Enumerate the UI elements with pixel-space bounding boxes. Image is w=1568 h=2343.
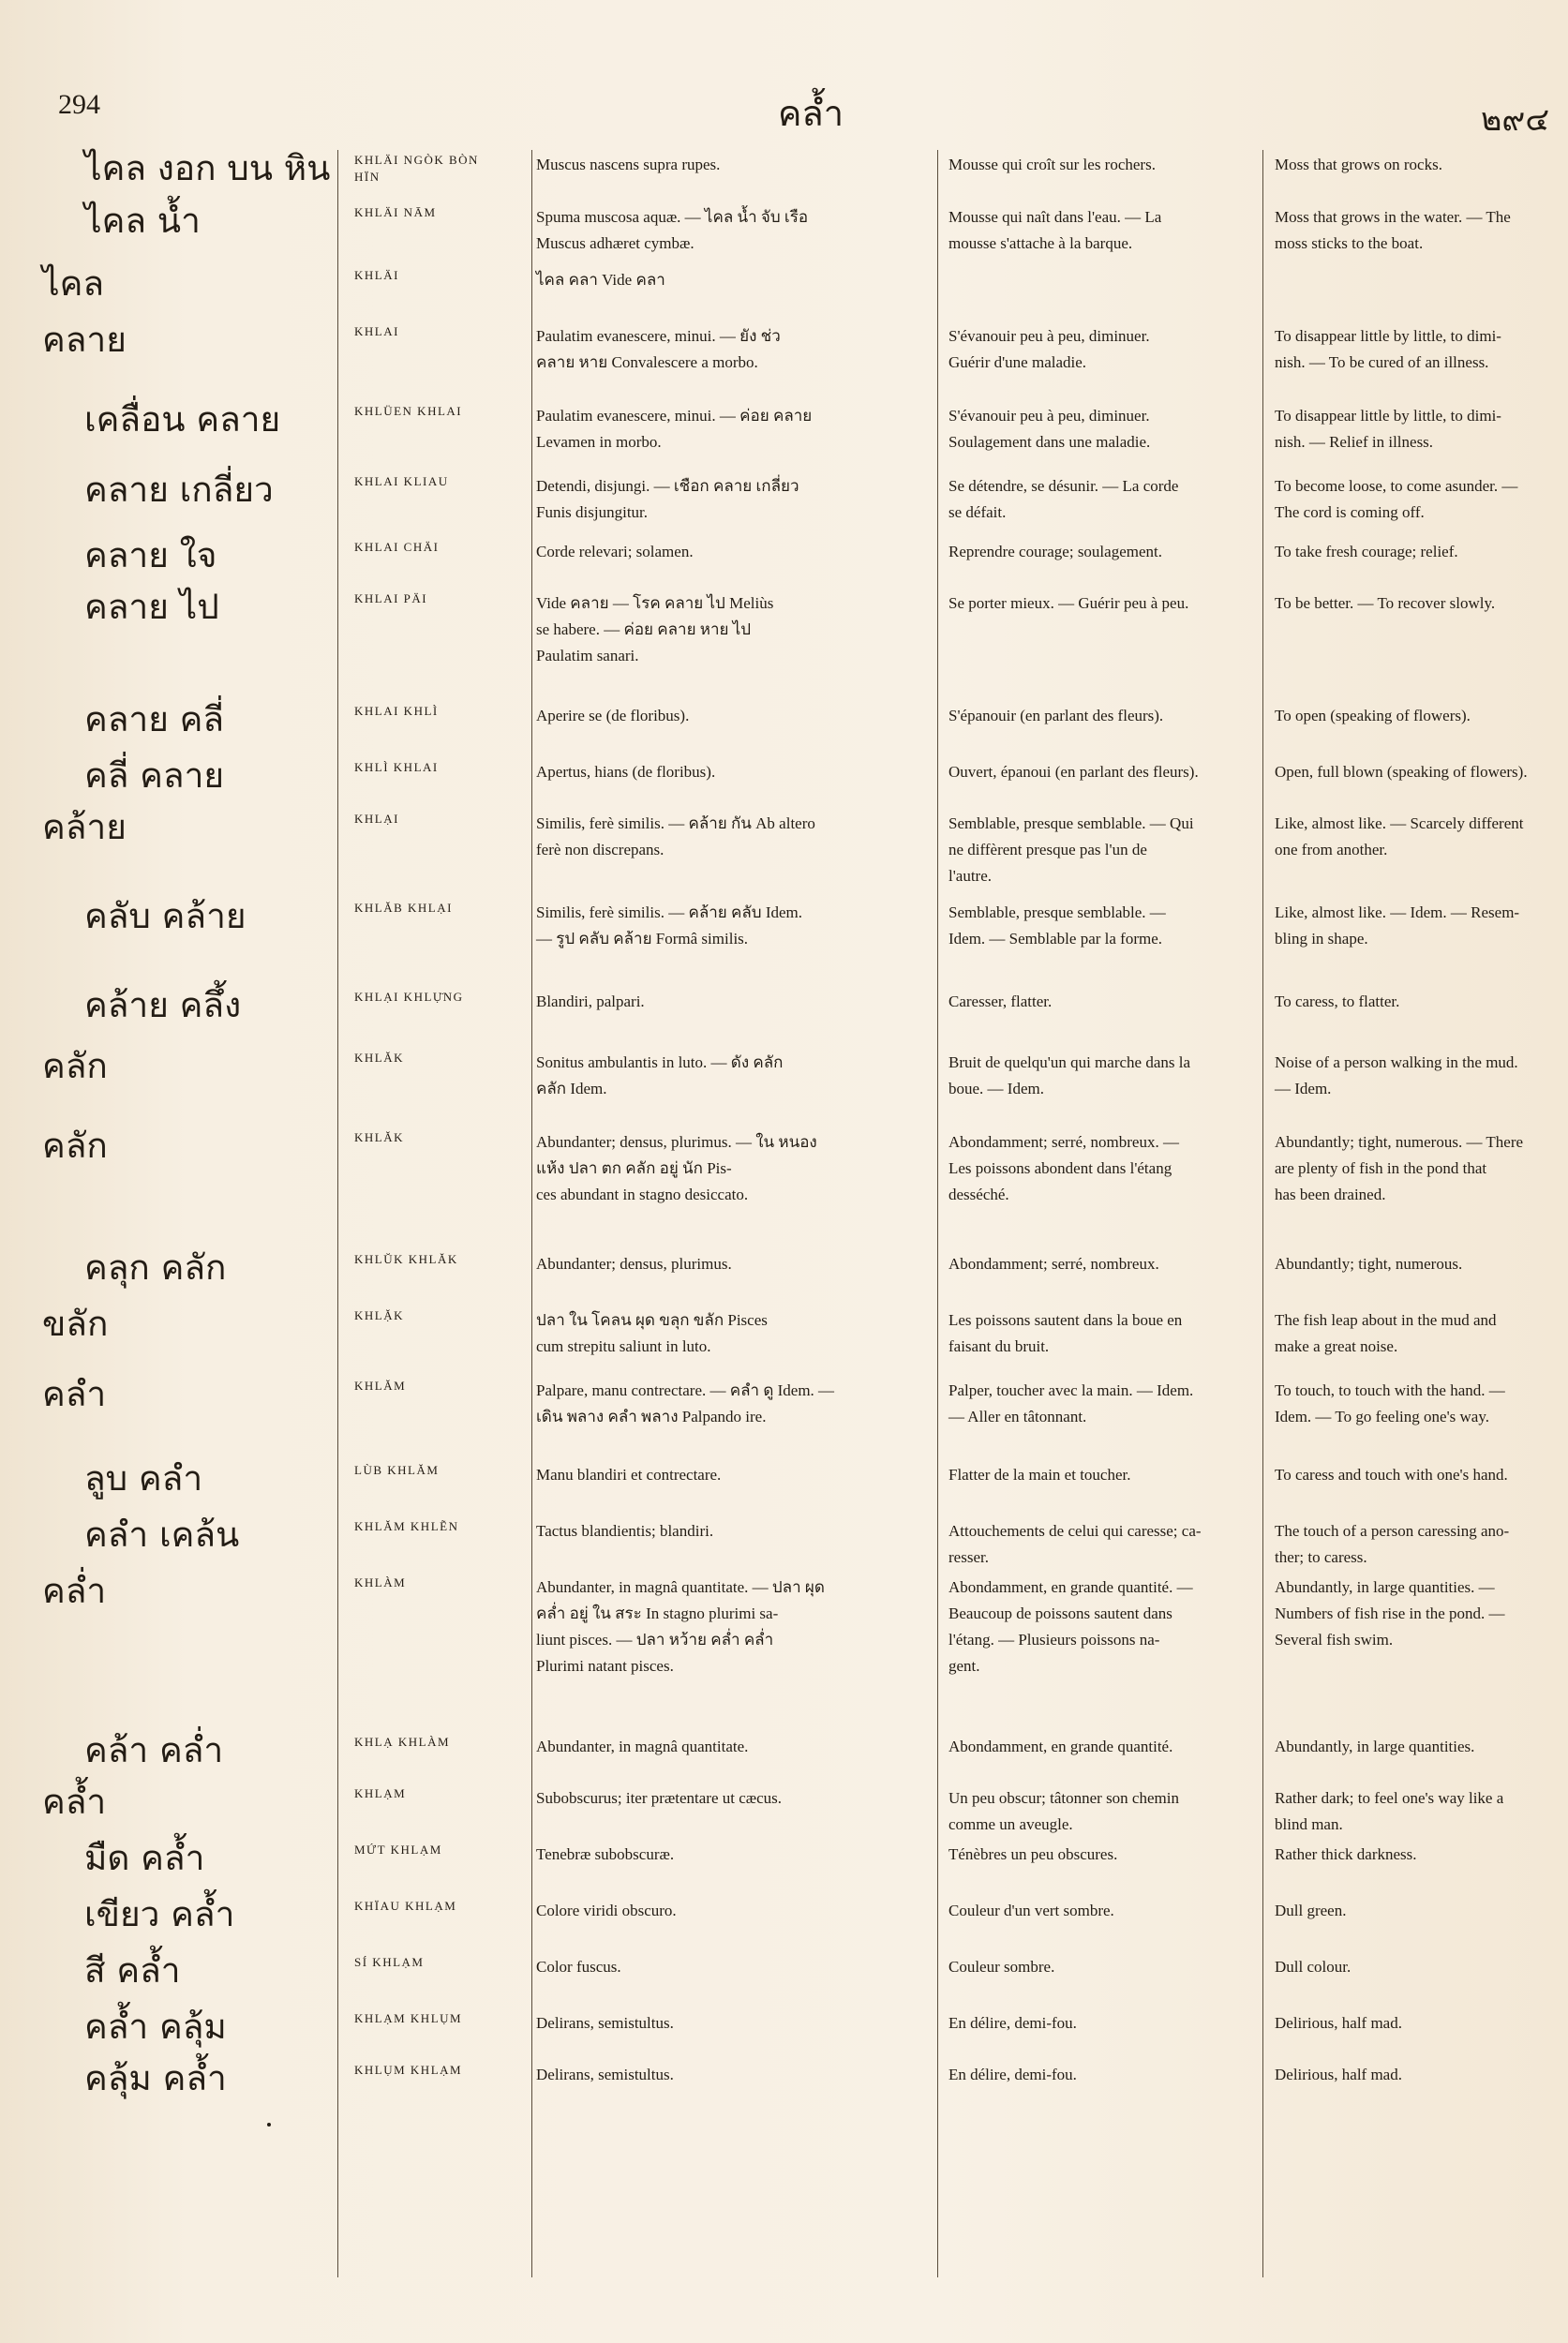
romanization: LÙB KHLĂM — [354, 1463, 440, 1477]
thai-headword: คล้ำ — [42, 1782, 107, 1822]
english-definition: The fish leap about in the mud and make a great noise. — [1275, 1311, 1497, 1355]
thai-headword: คลุ้ม คล้ำ — [84, 2058, 227, 2098]
thai-headword: คลำ — [42, 1374, 107, 1414]
french-definition: Palper, toucher avec la main. — Idem. — Aller en tâtonnant. — [948, 1381, 1194, 1425]
thai-headword: ลูบ คลำ — [84, 1458, 203, 1499]
english-definition: Abundantly; tight, numerous. — [1275, 1255, 1463, 1273]
french-definition: S'épanouir (en parlant des fleurs). — [948, 707, 1164, 724]
english-definition: Open, full blown (speaking of flowers). — [1275, 763, 1528, 781]
latin-definition: Similis, ferè similis. — คล้าย คลับ Idem. — รูป คลับ คล้าย Formâ similis. — [536, 903, 803, 948]
latin-definition: Delirans, semistultus. — [536, 2014, 674, 2032]
english-definition: Dull colour. — [1275, 1958, 1351, 1976]
french-definition: Un peu obscur; tâtonner son chemin comme un aveugle. — [948, 1789, 1179, 1833]
english-definition: Rather thick darkness. — [1275, 1845, 1417, 1863]
thai-page-number: ๒๙๔ — [1481, 101, 1550, 139]
romanization: KHLỤM KHLẠM — [354, 2063, 463, 2077]
latin-definition: Abundanter, in magnâ quantitate. — ปลา ผุด คล่ำ อยู่ ใน สระ In stagno plurimi sa- liunt pisces. — ปลา หว้าย คล่ำ คล่ำ Plurimi natant pisces. — [536, 1578, 825, 1675]
thai-headword: ไคล น้ำ — [84, 201, 201, 241]
column-divider — [531, 150, 532, 2277]
romanization: KHLAI PÄI — [354, 591, 428, 605]
thai-headword: คลัก — [42, 1126, 108, 1166]
thai-headword: คล้ำ คลุ้ม — [84, 2007, 227, 2047]
latin-definition: Abundanter, in magnâ quantitate. — [536, 1738, 749, 1755]
romanization: MỨT KHLẠM — [354, 1843, 442, 1857]
latin-definition: Vide คลาย — โรค คลาย ไป Meliùs se habere. — ค่อย คลาย หาย ไป Paulatim sanari. — [536, 594, 774, 664]
latin-definition: Sonitus ambulantis in luto. — ดัง คลัก คลัก Idem. — [536, 1053, 784, 1097]
english-definition: Moss that grows in the water. — The moss sticks to the boat. — [1275, 208, 1511, 252]
romanization: KHLAI — [354, 324, 399, 338]
latin-definition: Delirans, semistultus. — [536, 2066, 674, 2083]
thai-headword: คลาย — [42, 320, 127, 360]
french-definition: Semblable, presque semblable. — Idem. — Semblable par la forme. — [948, 903, 1166, 948]
thai-headword: เขียว คล้ำ — [84, 1894, 235, 1934]
french-definition: Abondamment; serré, nombreux. — [948, 1255, 1159, 1273]
romanization: KHLÄI NĀM — [354, 205, 437, 219]
english-definition: To touch, to touch with the hand. — Idem. — To go feeling one's way. — [1275, 1381, 1505, 1425]
english-definition: To be better. — To recover slowly. — [1275, 594, 1496, 612]
english-definition: Abundantly; tight, numerous. — There are plenty of fish in the pond that has been drained. — [1275, 1133, 1524, 1203]
latin-definition: Tenebræ subobscuræ. — [536, 1845, 675, 1863]
ink-dot — [267, 2123, 271, 2127]
french-definition: Abondamment; serré, nombreux. — Les poissons abondent dans l'étang desséché. — [948, 1133, 1179, 1203]
thai-headword: คลาย เกลี่ยว — [84, 470, 274, 510]
french-definition: Ténèbres un peu obscures. — [948, 1845, 1118, 1863]
english-definition: Abundantly, in large quantities. — [1275, 1738, 1475, 1755]
french-definition: Les poissons sautent dans la boue en faisant du bruit. — [948, 1311, 1183, 1355]
column-divider — [1262, 150, 1263, 2277]
english-definition: To take fresh courage; relief. — [1275, 543, 1458, 560]
latin-definition: Apertus, hians (de floribus). — [536, 763, 716, 781]
thai-headword: คลาย ไป — [84, 587, 219, 627]
english-definition: The touch of a person caressing ano- ther; to caress. — [1275, 1522, 1510, 1566]
french-definition: Couleur sombre. — [948, 1958, 1055, 1976]
latin-definition: ไคล คลา Vide คลา — [536, 271, 665, 289]
romanization: SÍ KHLẠM — [354, 1955, 425, 1969]
romanization: KHLẠM — [354, 1786, 407, 1800]
thai-headword: คลับ คล้าย — [84, 896, 246, 936]
english-definition: To open (speaking of flowers). — [1275, 707, 1471, 724]
french-definition: Ouvert, épanoui (en parlant des fleurs). — [948, 763, 1199, 781]
romanization: KHLĂB KHLẠI — [354, 901, 453, 915]
romanization: KHLẠ KHLÀM — [354, 1735, 451, 1749]
english-definition: Delirious, half mad. — [1275, 2066, 1402, 2083]
english-definition: To disappear little by little, to dimi- nish. — Relief in illness. — [1275, 407, 1501, 451]
english-definition: To caress, to flatter. — [1275, 992, 1400, 1010]
romanization: KHLĂM KHLẼN — [354, 1519, 459, 1533]
column-divider — [337, 150, 338, 2277]
latin-definition: Manu blandiri et contrectare. — [536, 1466, 722, 1484]
english-definition: Dull green. — [1275, 1902, 1347, 1919]
thai-headword: ขลัก — [42, 1304, 109, 1344]
french-definition: Abondamment, en grande quantité. — [948, 1738, 1173, 1755]
romanization: KHLẠM KHLỤM — [354, 2011, 463, 2025]
english-definition: Like, almost like. — Idem. — Resem- bling in shape. — [1275, 903, 1520, 948]
romanization: KHLAI KLIAU — [354, 474, 449, 488]
romanization: KHLĂK — [354, 1051, 404, 1065]
latin-definition: ปลา ใน โคลน ผุด ขลุก ขลัก Pisces cum strepitu saliunt in luto. — [536, 1311, 768, 1355]
thai-headword: สี คล้ำ — [84, 1950, 181, 1991]
page-number: 294 — [58, 89, 100, 120]
thai-headword: ไคล — [42, 263, 105, 304]
latin-definition: Corde relevari; solamen. — [536, 543, 694, 560]
french-definition: S'évanouir peu à peu, diminuer. Guérir d'une maladie. — [948, 327, 1150, 371]
thai-headword: คลัก — [42, 1046, 108, 1086]
english-definition: Noise of a person walking in the mud. — Idem. — [1275, 1053, 1518, 1097]
french-definition: S'évanouir peu à peu, diminuer. Soulagement dans une maladie. — [948, 407, 1151, 451]
latin-definition: Abundanter; densus, plurimus. — ใน หนอง แห้ง ปลา ตก คลัก อยู่ นัก Pis- ces abundant in stagno desiccato. — [536, 1133, 817, 1203]
romanization: KHLÄI NGÒK BÒN HÏN — [354, 153, 479, 184]
column-divider — [937, 150, 938, 2277]
romanization: KHLŬK KHLĂK — [354, 1252, 458, 1266]
thai-headword: คล้าย — [42, 807, 127, 847]
romanization: KHLĂM — [354, 1379, 407, 1393]
romanization: KHLÌ KHLAI — [354, 760, 439, 774]
french-definition: Se porter mieux. — Guérir peu à peu. — [948, 594, 1189, 612]
english-definition: Moss that grows on rocks. — [1275, 156, 1442, 173]
thai-headword: คล่ำ — [42, 1571, 107, 1611]
english-definition: Delirious, half mad. — [1275, 2014, 1402, 2032]
english-definition: To disappear little by little, to dimi- nish. — To be cured of an illness. — [1275, 327, 1501, 371]
french-definition: En délire, demi-fou. — [948, 2014, 1077, 2032]
french-definition: Flatter de la main et toucher. — [948, 1466, 1131, 1484]
romanization: KHLẠI KHLỤ̈NG — [354, 990, 464, 1004]
latin-definition: Subobscurus; iter prætentare ut cæcus. — [536, 1789, 783, 1807]
latin-definition: Blandiri, palpari. — [536, 992, 645, 1010]
romanization: KHLÜEN KHLAI — [354, 404, 463, 418]
latin-definition: Detendi, disjungi. — เชือก คลาย เกลี่ยว Funis disjungitur. — [536, 477, 799, 521]
thai-headword: คล้าย คลึ้ง — [84, 985, 242, 1025]
latin-definition: Similis, ferè similis. — คล้าย กัน Ab altero ferè non discrepans. — [536, 814, 815, 858]
thai-headword: เคลื่อน คลาย — [84, 399, 281, 440]
latin-definition: Colore viridi obscuro. — [536, 1902, 677, 1919]
thai-headword: ไคล งอก บน หิน — [84, 148, 331, 188]
thai-headword: คลาย คลี่ — [84, 699, 225, 739]
latin-definition: Paulatim evanescere, minui. — ยัง ช่ว คลาย หาย Convalescere a morbo. — [536, 327, 781, 371]
french-definition: Couleur d'un vert sombre. — [948, 1902, 1114, 1919]
thai-headword: มืด คล้ำ — [84, 1838, 205, 1878]
romanization: KHLẠI — [354, 812, 399, 826]
romanization: KHLÀM — [354, 1575, 407, 1589]
thai-headword: คลำ เคล้น — [84, 1515, 240, 1555]
english-definition: Rather dark; to feel one's way like a blind man. — [1275, 1789, 1504, 1833]
romanization: KHLAI KHLÌ — [354, 704, 439, 718]
french-definition: Attouchements de celui qui caresse; ca- resser. — [948, 1522, 1202, 1566]
latin-definition: Palpare, manu contrectare. — คลำ ดู Idem. — เดิน พลาง คลำ พลาง Palpando ire. — [536, 1381, 835, 1425]
thai-headword: คล้า คล่ำ — [84, 1730, 224, 1770]
french-definition: Abondamment, en grande quantité. — Beaucoup de poissons sautent dans l'étang. — Plusieurs poissons na- gent. — [948, 1578, 1193, 1675]
english-definition: To become loose, to come asunder. — The cord is coming off. — [1275, 477, 1518, 521]
french-definition: Caresser, flatter. — [948, 992, 1053, 1010]
french-definition: Se détendre, se désunir. — La corde se défait. — [948, 477, 1179, 521]
romanization: KHLĂK — [354, 1130, 404, 1144]
latin-definition: Aperire se (de floribus). — [536, 707, 690, 724]
english-definition: To caress and touch with one's hand. — [1275, 1466, 1508, 1484]
english-definition: Like, almost like. — Scarcely different one from another. — [1275, 814, 1524, 858]
latin-definition: Color fuscus. — [536, 1958, 621, 1976]
french-definition: Mousse qui naît dans l'eau. — La mousse s'attache à la barque. — [948, 208, 1162, 252]
romanization: KHLÄI — [354, 268, 399, 282]
romanization: KHLẶK — [354, 1308, 404, 1322]
french-definition: Bruit de quelqu'un qui marche dans la boue. — Idem. — [948, 1053, 1190, 1097]
english-definition: Abundantly, in large quantities. — Numbers of fish rise in the pond. — Several fish swim. — [1275, 1578, 1505, 1649]
latin-definition: Spuma muscosa aquæ. — ไคล น้ำ จับ เรือ Muscus adhæret cymbæ. — [536, 208, 809, 252]
latin-definition: Paulatim evanescere, minui. — ค่อย คลาย Levamen in morbo. — [536, 407, 813, 451]
romanization: KHÏAU KHLẠM — [354, 1899, 457, 1913]
thai-headword: คลุก คลัก — [84, 1247, 227, 1288]
french-definition: Reprendre courage; soulagement. — [948, 543, 1162, 560]
thai-headword: คลี่ คลาย — [84, 755, 225, 796]
romanization: KHLAI CHÄI — [354, 540, 440, 554]
latin-definition: Muscus nascens supra rupes. — [536, 156, 721, 173]
french-definition: Semblable, presque semblable. — Qui ne diffèrent presque pas l'un de l'autre. — [948, 814, 1194, 885]
thai-headword: คลาย ใจ — [84, 535, 217, 575]
latin-definition: Abundanter; densus, plurimus. — [536, 1255, 732, 1273]
french-definition: Mousse qui croît sur les rochers. — [948, 156, 1156, 173]
latin-definition: Tactus blandientis; blandiri. — [536, 1522, 714, 1540]
running-headword: คล้ำ — [778, 93, 844, 134]
french-definition: En délire, demi-fou. — [948, 2066, 1077, 2083]
